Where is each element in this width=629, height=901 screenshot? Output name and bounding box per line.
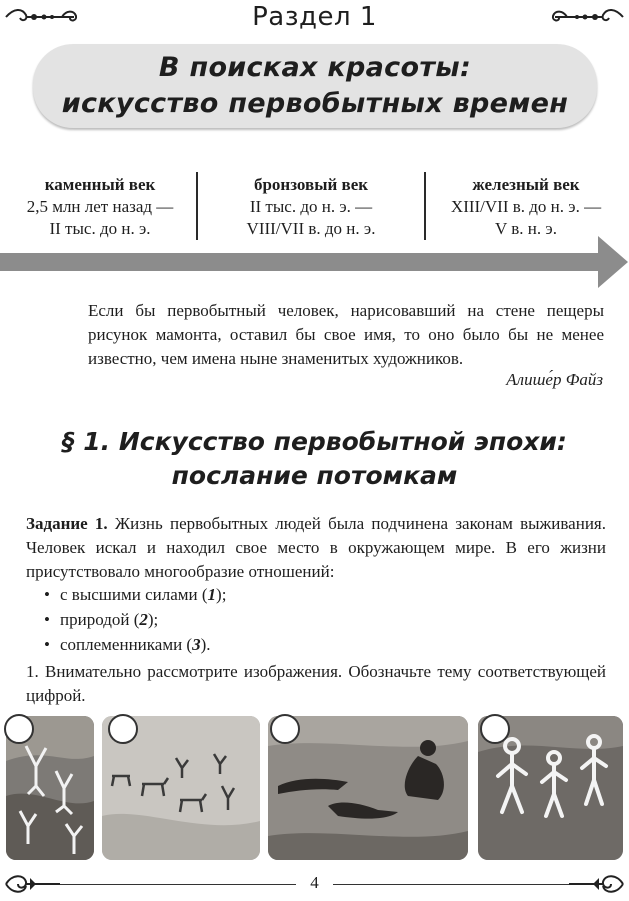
era-range-start: XIII/VII в. до н. э. — — [450, 197, 602, 216]
answer-circle-2[interactable] — [108, 714, 138, 744]
cave-image-3 — [268, 716, 468, 860]
era-range-end: V в. н. э. — [495, 219, 557, 238]
timeline-arrow-icon — [0, 234, 629, 290]
era-iron — [426, 174, 626, 240]
paragraph-heading-line2: послание потомкам — [171, 461, 458, 490]
task-intro-text: Жизнь первобытных людей была подчинена законам выживания. Человек искал и находил свое место в окружающем мире. В его жизни присутствовало многообразие отношений: — [26, 514, 606, 581]
era-range-end: II тыс. до н. э. — [49, 219, 151, 238]
era-range-start: II тыс. до н. э. — — [249, 197, 373, 216]
timeline-divider — [196, 172, 198, 240]
task-instruction: 1. Внимательно рассмотрите изображения. Обозначьте тему соответствующей цифрой. — [26, 662, 606, 705]
era-name: бронзовый век — [253, 175, 369, 194]
epigraph-text: Если бы первобытный человек, нарисовавший на стене пещеры рисунок мамонта, оставил бы свое имя, то оно было бы не менее известно, чем имена ныне знаменитых художников. — [88, 301, 604, 368]
epigraph-author: Алише́р Файз — [506, 370, 603, 389]
list-item: • соплеменниками (3). — [44, 635, 211, 654]
list-item: • с высшими силами (1); — [44, 585, 227, 604]
paragraph-heading-line1: § 1. Искусство первобытной эпохи: — [62, 427, 567, 456]
era-name: железный век — [472, 175, 580, 194]
section-title: Раздел 1 — [252, 2, 377, 32]
page-number: 4 — [310, 873, 319, 892]
answer-circle-1[interactable] — [4, 714, 34, 744]
answer-circle-3[interactable] — [270, 714, 300, 744]
list-item: • природой (2); — [44, 610, 159, 629]
task-intro — [26, 512, 606, 584]
task-label: Задание 1. — [26, 514, 108, 533]
chapter-title-line1: В поисках красоты: — [158, 52, 472, 83]
era-stone — [0, 174, 200, 240]
chapter-title-line2: искусство первобытных времен — [61, 88, 569, 119]
era-range-start: 2,5 млн лет назад — — [26, 197, 174, 216]
era-name: каменный век — [44, 175, 156, 194]
era-bronze — [211, 174, 411, 240]
answer-circle-4[interactable] — [480, 714, 510, 744]
era-range-end: VIII/VII в. до н. э. — [246, 219, 376, 238]
